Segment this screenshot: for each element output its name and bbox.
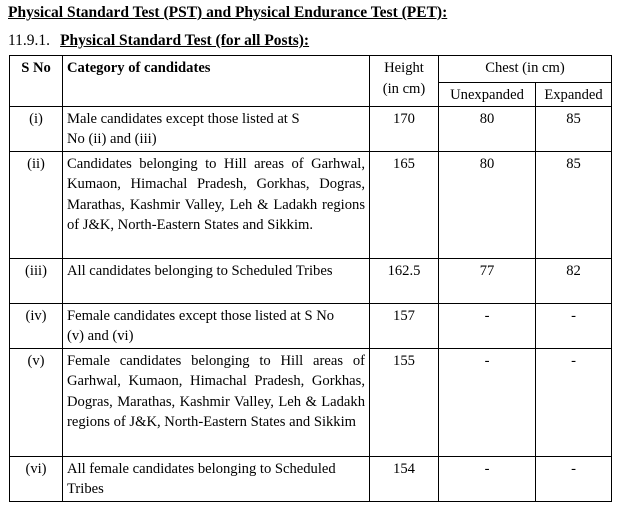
row-unexpanded: - (439, 348, 536, 456)
row-sno: (v) (10, 348, 63, 456)
row-category: Female candidates except those listed at S No (v) and (vi) (63, 303, 370, 348)
header-chest: Chest (in cm) (439, 56, 612, 83)
row-unexpanded: - (439, 303, 536, 348)
header-height-line2: (in cm) (382, 80, 426, 97)
table-row (10, 348, 612, 456)
row-category: Male candidates except those listed at S No (ii) and (iii) (63, 106, 370, 151)
row-height: 165 (370, 151, 439, 258)
row-height: 162.5 (370, 258, 439, 303)
row-category: Candidates belonging to Hill areas of Garhwal, Kumaon, Himachal Pradesh, Gorkhas, Dogras, Marathas, Kashmir Valley, Leh & Ladakh regions of J&K, North-Eastern States and Sikkim. (63, 151, 370, 258)
table-row (10, 303, 612, 348)
row-expanded: - (536, 348, 612, 456)
header-unexpanded: Unexpanded (439, 83, 536, 107)
pst-table (9, 55, 612, 502)
table-row (10, 258, 612, 303)
row-unexpanded: 77 (439, 258, 536, 303)
row-height: 155 (370, 348, 439, 456)
row-height: 154 (370, 456, 439, 501)
header-category: Category of candidates (63, 56, 370, 107)
table-row (10, 456, 612, 501)
row-category: All female candidates belonging to Scheduled Tribes (63, 456, 370, 501)
row-height: 157 (370, 303, 439, 348)
section-heading: Physical Standard Test (PST) and Physical Endurance Test (PET): (8, 4, 448, 21)
subsection-number: 11.9.1. (8, 32, 51, 49)
row-unexpanded: - (439, 456, 536, 501)
table-row (10, 106, 612, 151)
row-sno: (i) (10, 106, 63, 151)
row-unexpanded: 80 (439, 151, 536, 258)
header-expanded: Expanded (536, 83, 612, 107)
row-sno: (ii) (10, 151, 63, 258)
row-sno: (iv) (10, 303, 63, 348)
subsection-heading (8, 32, 309, 50)
header-sno: S No (10, 56, 63, 107)
row-expanded: 85 (536, 151, 612, 258)
row-expanded: - (536, 303, 612, 348)
row-sno: (vi) (10, 456, 63, 501)
row-height: 170 (370, 106, 439, 151)
row-expanded: 85 (536, 106, 612, 151)
row-category: All candidates belonging to Scheduled Tribes (63, 258, 370, 303)
table-row (10, 151, 612, 258)
header-height-line1: Height (384, 60, 424, 76)
header-height (370, 56, 439, 107)
subsection-title: Physical Standard Test (for all Posts): (60, 32, 310, 49)
row-category: Female candidates belonging to Hill areas of Garhwal, Kumaon, Himachal Pradesh, Gorkhas, Dogras, Marathas, Kashmir Valley, Leh & Ladakh regions of J&K, North-Eastern States and Sikkim (63, 348, 370, 456)
row-expanded: 82 (536, 258, 612, 303)
row-sno: (iii) (10, 258, 63, 303)
row-expanded: - (536, 456, 612, 501)
row-unexpanded: 80 (439, 106, 536, 151)
